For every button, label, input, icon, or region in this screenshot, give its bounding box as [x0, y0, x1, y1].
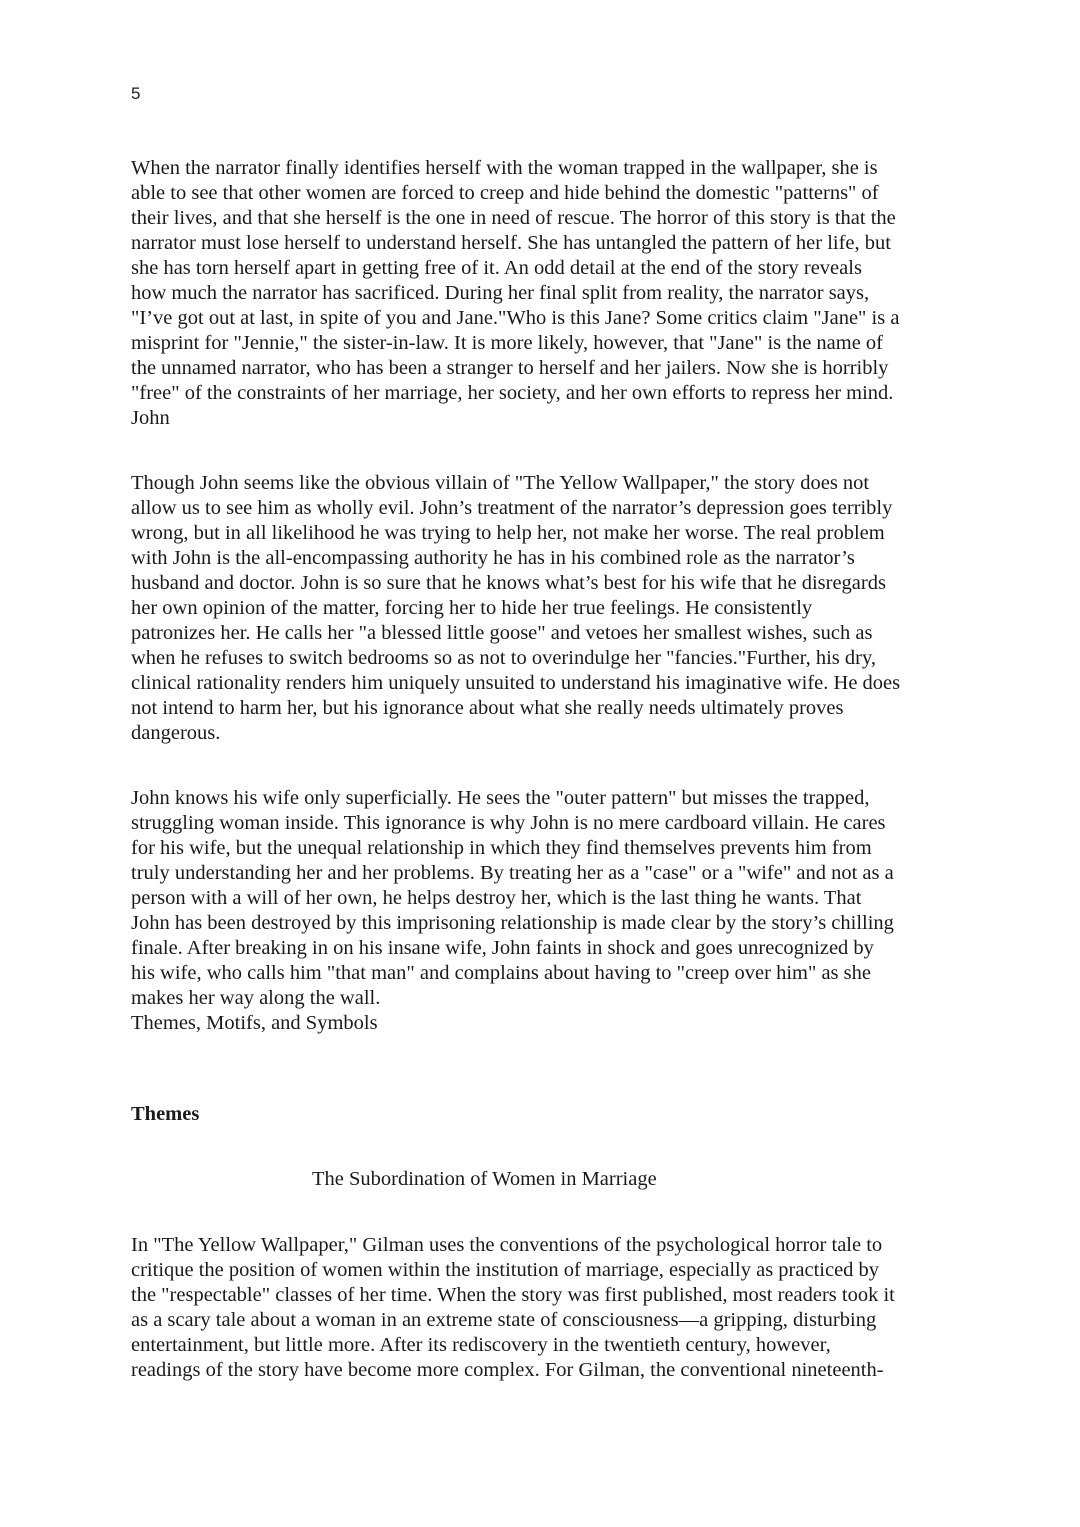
text-line: "free" of the constraints of her marriage, her society, and her own efforts to repress her mind. — [131, 382, 894, 404]
text-line: critique the position of women within the institution of marriage, especially as practiced by — [131, 1259, 880, 1281]
text-line: truly understanding her and her problems. By treating her as a "case" or a "wife" and not as a — [131, 862, 894, 884]
paragraph-subordination — [131, 1233, 961, 1383]
text-line: how much the narrator has sacrificed. During her final split from reality, the narrator says, — [131, 282, 870, 304]
text-line: when he refuses to switch bedrooms so as not to overindulge her "fancies."Further, his dry, — [131, 647, 877, 669]
text-line: makes her way along the wall. — [131, 987, 381, 1009]
text-line: husband and doctor. John is so sure that he knows what’s best for his wife that he disregards — [131, 572, 886, 594]
text-line: narrator must lose herself to understand herself. She has untangled the pattern of her life, but — [131, 232, 891, 254]
text-line: not intend to harm her, but his ignorance about what she really needs ultimately proves — [131, 697, 844, 719]
paragraph-john-superficial — [131, 786, 961, 1036]
document-body — [131, 156, 961, 1383]
paragraph-spacer — [131, 1127, 961, 1167]
text-line: able to see that other women are forced to creep and hide behind the domestic "patterns" of — [131, 182, 879, 204]
text-line: entertainment, but little more. After its rediscovery in the twentieth century, however, — [131, 1334, 831, 1356]
text-line: In "The Yellow Wallpaper," Gilman uses the conventions of the psychological horror tale to — [131, 1234, 883, 1256]
text-line: for his wife, but the unequal relationship in which they find themselves prevents him from — [131, 837, 872, 859]
subordination-heading: The Subordination of Women in Marriage — [312, 1168, 657, 1190]
text-line: "I’ve got out at last, in spite of you and Jane."Who is this Jane? Some critics claim "Jane" is a — [131, 307, 900, 329]
text-line: patronizes her. He calls her "a blessed little goose" and vetoes her smallest wishes, such as — [131, 622, 873, 644]
text-line: their lives, and that she herself is the one in need of rescue. The horror of this story is that the — [131, 207, 896, 229]
text-line: Though John seems like the obvious villain of "The Yellow Wallpaper," the story does not — [131, 472, 870, 494]
text-line: Themes, Motifs, and Symbols — [131, 1012, 378, 1034]
paragraph-narrator-identity — [131, 156, 961, 431]
text-line: misprint for "Jennie," the sister-in-law. It is more likely, however, that "Jane" is the name of — [131, 332, 884, 354]
page-number: 5 — [131, 84, 141, 103]
text-line: finale. After breaking in on his insane wife, John faints in shock and goes unrecognized by — [131, 937, 874, 959]
paragraph-spacer — [131, 1192, 961, 1233]
text-line: his wife, who calls him "that man" and complains about having to "creep over him" as she — [131, 962, 871, 984]
text-line: When the narrator finally identifies herself with the woman trapped in the wallpaper, she is — [131, 157, 878, 179]
themes-heading: Themes — [131, 1103, 200, 1125]
text-line: with John is the all-encompassing authority he has in his combined role as the narrator’s — [131, 547, 855, 569]
text-line: the "respectable" classes of her time. When the story was first published, most readers took it — [131, 1284, 895, 1306]
text-line: readings of the story have become more complex. For Gilman, the conventional nineteenth- — [131, 1359, 884, 1381]
text-line: dangerous. — [131, 722, 221, 744]
paragraph-spacer — [131, 1036, 961, 1102]
text-line: clinical rationality renders him uniquely unsuited to understand his imaginative wife. He does — [131, 672, 901, 694]
paragraph-spacer — [131, 431, 961, 471]
text-line: she has torn herself apart in getting free of it. An odd detail at the end of the story reveals — [131, 257, 862, 279]
text-line: John has been destroyed by this imprisoning relationship is made clear by the story’s chilling — [131, 912, 894, 934]
text-line: struggling woman inside. This ignorance is why John is no mere cardboard villain. He cares — [131, 812, 886, 834]
paragraph-john-character — [131, 471, 961, 746]
text-line: wrong, but in all likelihood he was trying to help her, not make her worse. The real problem — [131, 522, 885, 544]
text-line: allow us to see him as wholly evil. John’s treatment of the narrator’s depression goes terribly — [131, 497, 893, 519]
text-line: the unnamed narrator, who has been a stranger to herself and her jailers. Now she is horribly — [131, 357, 889, 379]
text-line: as a scary tale about a woman in an extreme state of consciousness—a gripping, disturbing — [131, 1309, 877, 1331]
text-line: her own opinion of the matter, forcing her to hide her true feelings. He consistently — [131, 597, 813, 619]
paragraph-spacer — [131, 746, 961, 786]
text-line: person with a will of her own, he helps destroy her, which is the last thing he wants. That — [131, 887, 862, 909]
text-line: John knows his wife only superficially. He sees the "outer pattern" but misses the trapped, — [131, 787, 870, 809]
text-line: John — [131, 407, 170, 429]
